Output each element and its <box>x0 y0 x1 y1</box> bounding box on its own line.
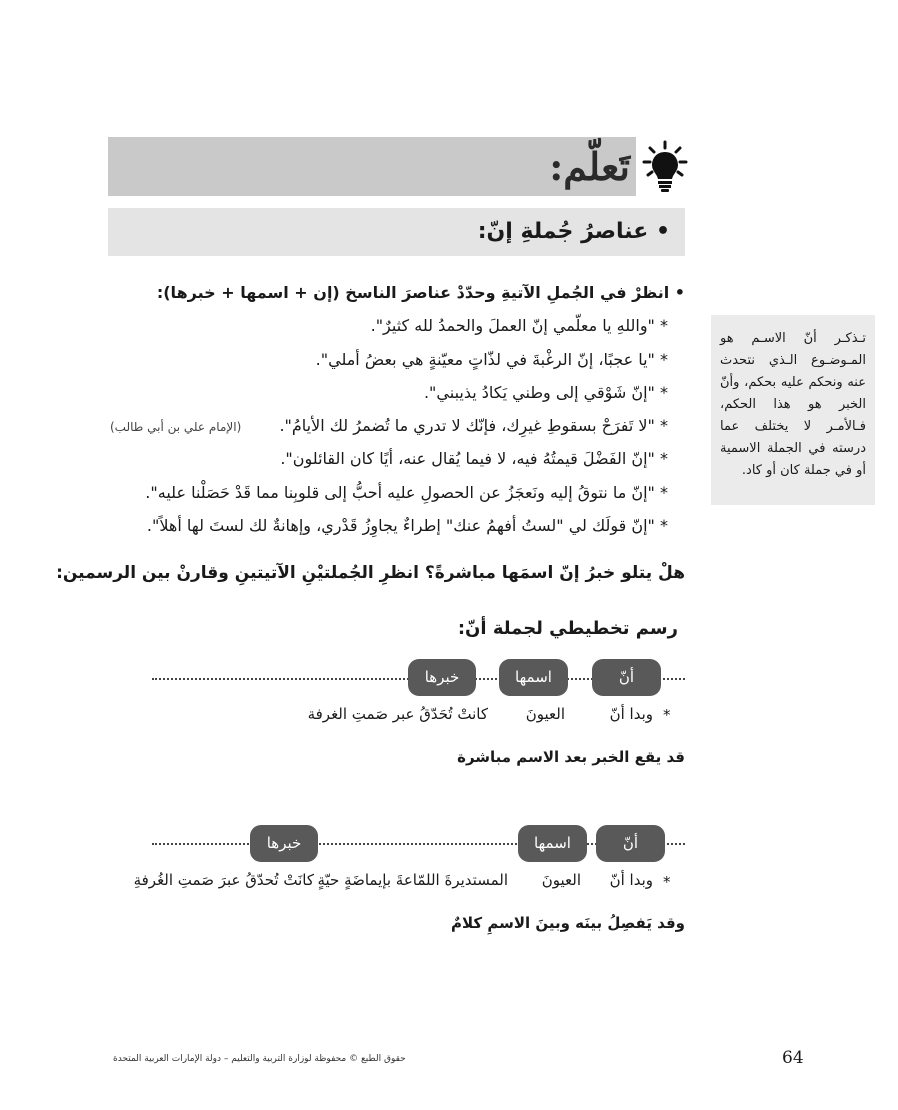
diagram2-caption: وقد يَفصِلُ بينَه وبينَ الاسمِ كلامٌ <box>450 914 685 932</box>
diagram1-caption: قد يقع الخبر بعد الاسم مباشرة <box>457 748 685 766</box>
side-note-text: تـذكـر أنّ الاسـم هو المـوضـوع الـذي نتحدث عنه ونحكم عليه بحكم، وأنّ الخبر هو هذا الحكم، فـالأمـر لا يختلف عما درسته في الجملة الاسمية أو في جملة كان أو كاد. <box>720 331 866 478</box>
diagram2-word-inna: وبدا أنّ <box>609 871 653 889</box>
diagram2-star: * <box>663 873 671 891</box>
attribution: (الإمام علي بن أبي طالب) <box>110 420 242 434</box>
diagram2-inna-pill: أنّ <box>596 825 665 862</box>
page-number: 64 <box>782 1048 804 1068</box>
section-title: • عناصرُ جُملةِ إنّ: <box>477 219 670 244</box>
example-3: * "إنّ شَوْقي إلى وطني يَكادُ يذيبني". <box>423 383 668 402</box>
diagram1-word-ism: العيونَ <box>525 705 565 723</box>
diagram1-khabar-pill: خبرها <box>408 659 476 696</box>
lightbulb-icon <box>642 140 688 192</box>
diagram2-word-khabar: كانَتْ تُحدّقُ عبرَ صَمتِ الغُرفةِ <box>133 871 314 889</box>
example-7: * "إنّ قولَك لي "لستُ أفهمُ عنك" إطراءٌ يجاوِزُ قَدْري، وإهانةٌ لك لستَ لها أهلاً". <box>146 516 668 535</box>
diagram2-word-ism: العيونَ <box>541 871 581 889</box>
example-2: * "يا عجبًا، إنّ الرغْبةَ في لذّاتٍ معيّنةٍ هي بعضُ أملي". <box>315 350 668 369</box>
example-5: * "إنّ الفَضْلَ قيمتُهُ فيه، لا فيما يُقال عنه، أيًا كان القائلون". <box>280 449 668 468</box>
diagram1-inna-pill: أنّ <box>592 659 661 696</box>
example-6: * "إنّ ما نتوقُ إليه ونَعجَزُ عن الحصولِ عليه أحبُّ إلى قلوبِنا مما قَدْ حَصَلْنا عليه". <box>145 483 668 502</box>
example-1: * "واللهِ يا معلّمي إنّ العملَ والحمدُ لله كثيرٌ". <box>370 316 668 335</box>
diagram2-khabar-pill: خبرها <box>250 825 318 862</box>
diagram1-word-inna: وبدا أنّ <box>609 705 653 723</box>
example-4: * "لا تَفرَحْ بسقوطِ غيرِك، فإنّك لا تدري ما تُضمرُ لك الأيامُ". <box>279 416 668 435</box>
diagram1-word-khabar: كانتْ تُحَدّقُ عبر صَمتِ الغرفة <box>307 705 488 723</box>
diagram1-ism-pill: اسمها <box>499 659 568 696</box>
comparison-question: هلْ يتلو خبرُ إنّ اسمَها مباشرةً؟ انظرِ الجُملتيْنِ الآتيتينِ وقارنْ بين الرسمين: <box>56 563 685 583</box>
diagram-title: رسم تخطيطي لجملة أنّ: <box>457 618 678 639</box>
diagram2-ism-pill: اسمها <box>518 825 587 862</box>
diagram1-star: * <box>663 706 671 724</box>
copyright-notice: حقوق الطبع © محفوظة لوزارة التربية والتعليم – دولة الإمارات العربية المتحدة <box>113 1054 406 1064</box>
page-title: تَعلّم: <box>549 144 630 189</box>
diagram2-word-modifier: المستديرةَ اللمّاعةَ بإيماضَةٍ حيّةٍ <box>317 871 508 889</box>
instruction: • انظرْ في الجُملِ الآتيةِ وحدّدْ عناصرَ الناسخ (إن + اسمها + خبرها): <box>156 283 685 302</box>
